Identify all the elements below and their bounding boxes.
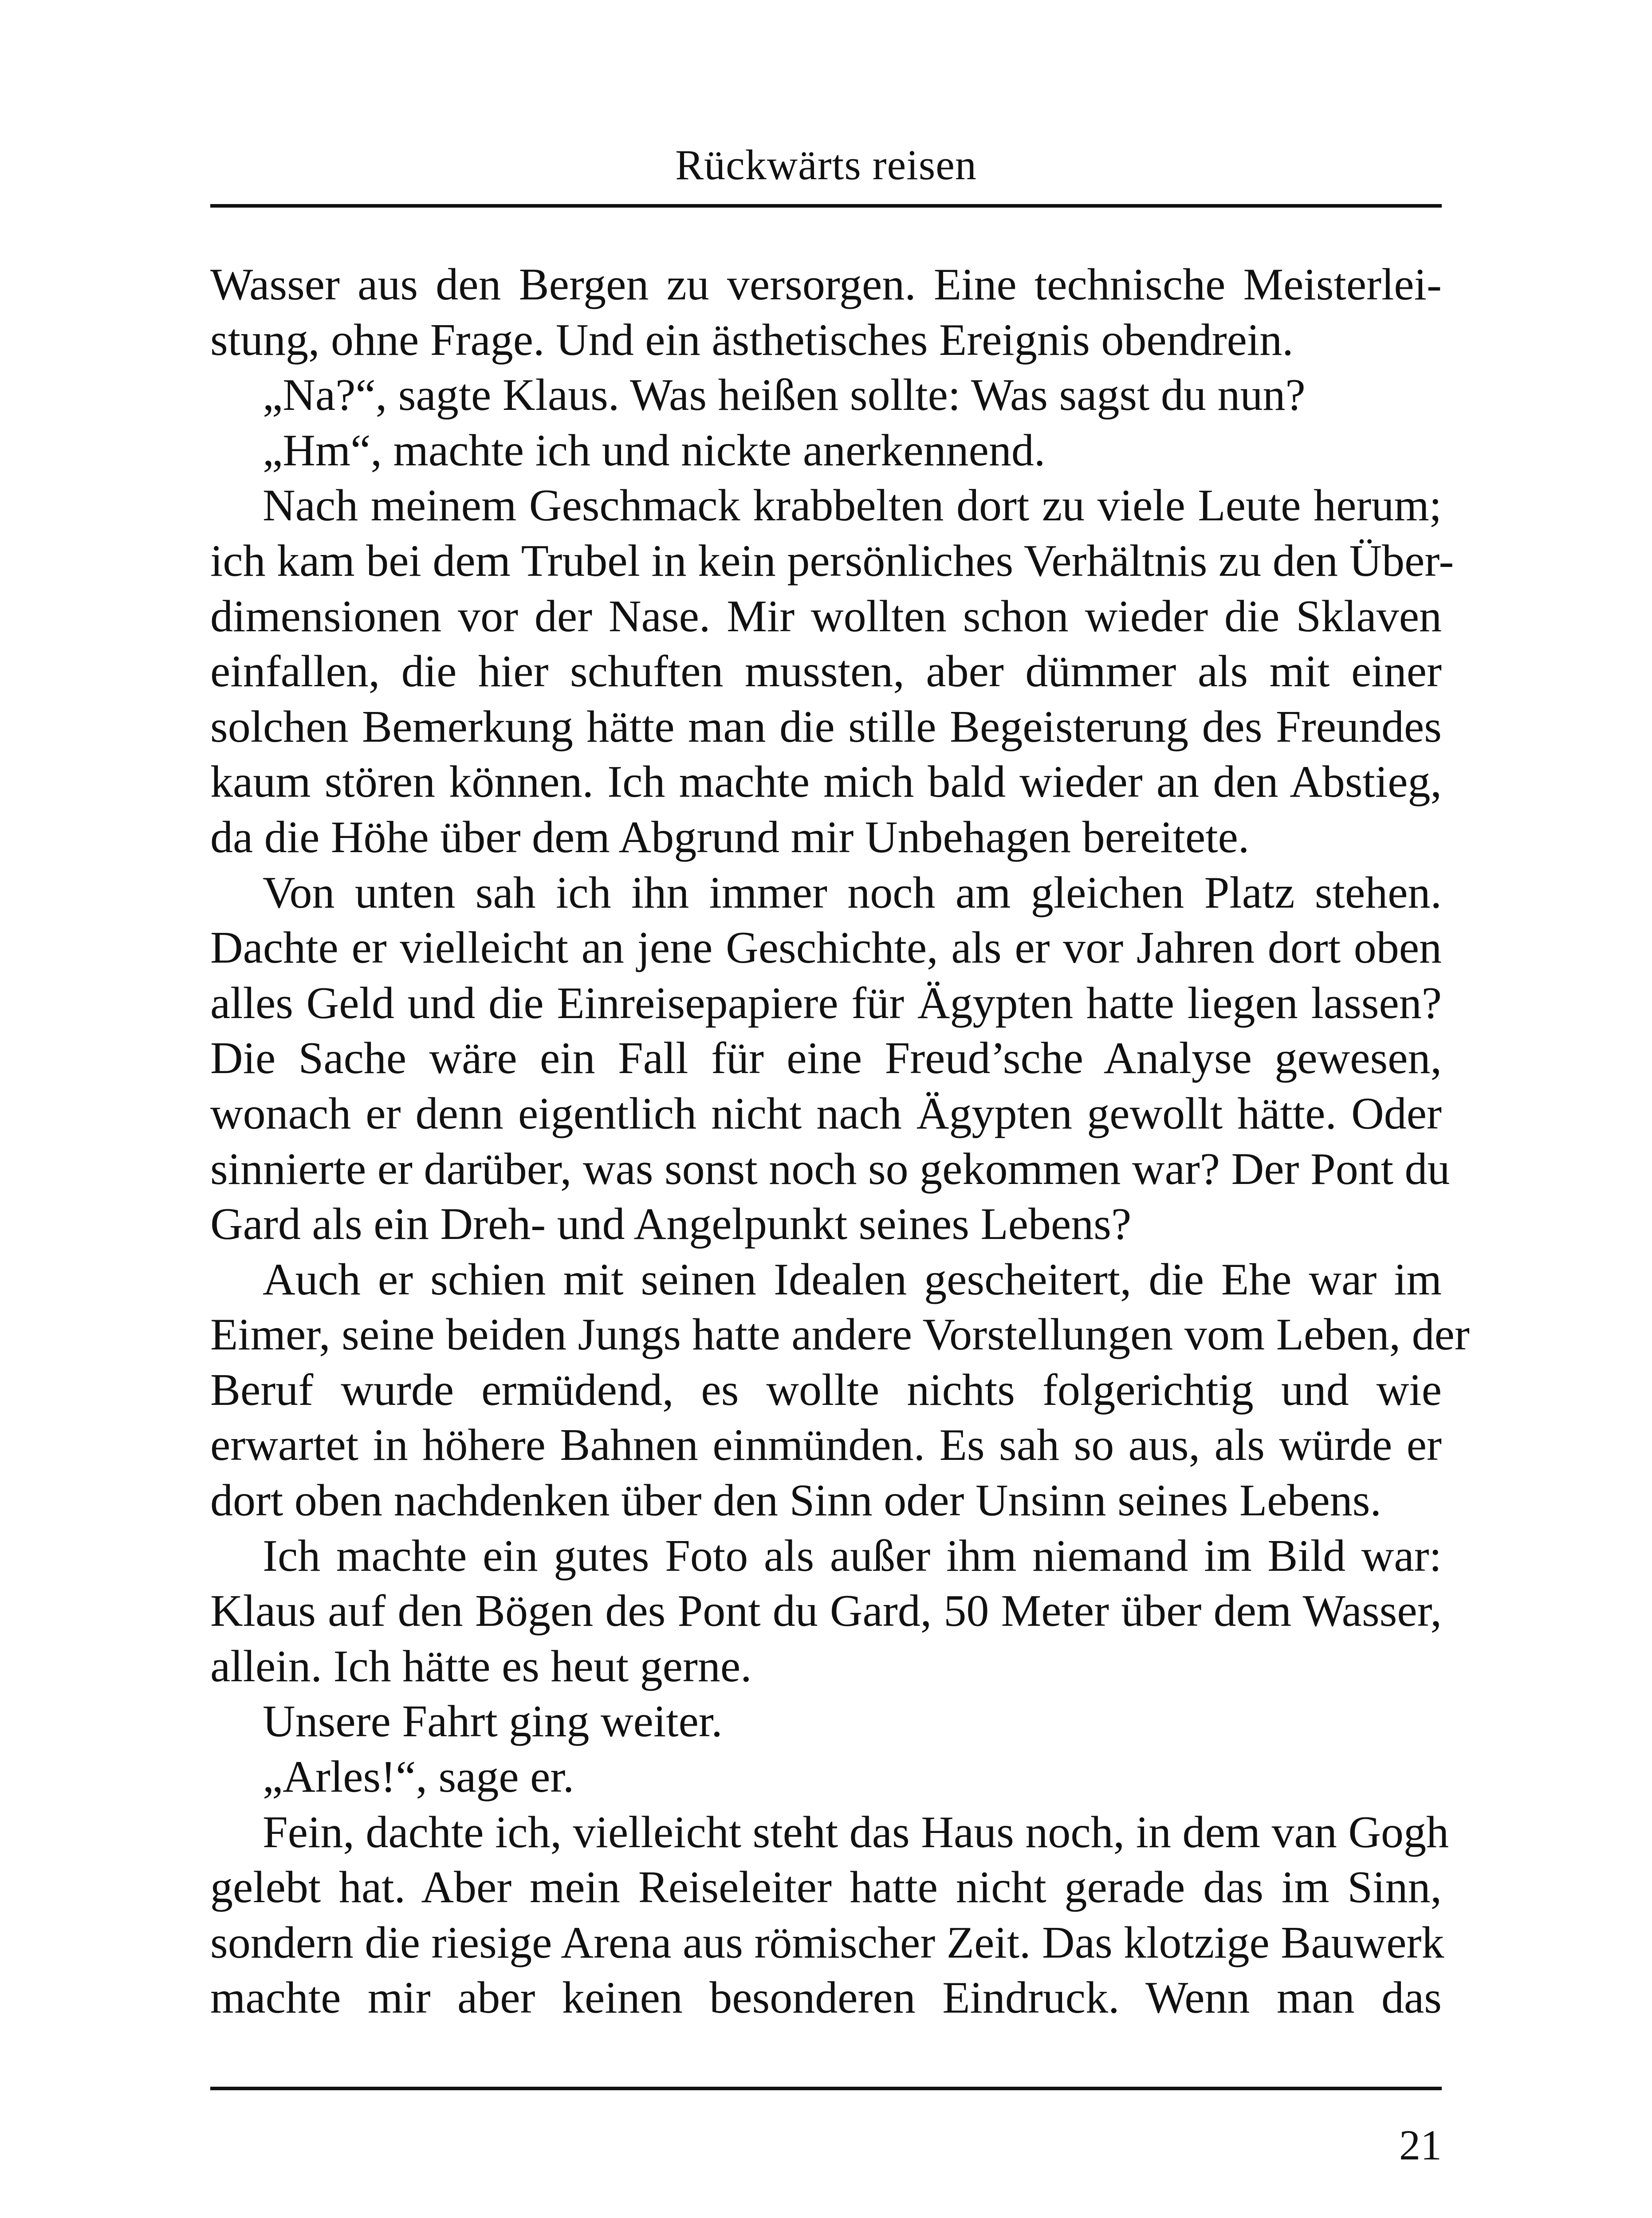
paragraph — [210, 478, 1454, 865]
footer-rule — [210, 2087, 1442, 2090]
text-line: ich kam bei dem Trubel in kein persönliches Verhältnis zu den Über- — [210, 535, 1454, 586]
text-line: Dachte er vielleicht an jene Geschichte, als er vor Jahren dort oben — [210, 923, 1442, 973]
text-line: kaum stören können. Ich machte mich bald wieder an den Abstieg, — [210, 757, 1442, 807]
text-line: Von unten sah ich ihn immer noch am gleichen Platz stehen. — [263, 867, 1442, 918]
text-line: sinnierte er darüber, was sonst noch so gekommen war? Der Pont du — [210, 1144, 1450, 1194]
text-line: erwartet in höhere Bahnen einmünden. Es sah so aus, als würde er — [210, 1420, 1442, 1471]
text-line: solchen Bemerkung hätte man die stille Begeisterung des Freundes — [210, 701, 1442, 752]
text-line: sondern die riesige Arena aus römischer Zeit. Das klotzige Bauwerk — [210, 1917, 1444, 1968]
body-text — [210, 257, 1470, 2026]
text-line: Fein, dachte ich, vielleicht steht das Haus noch, in dem van Gogh — [263, 1807, 1449, 1857]
text-line: „Hm“, machte ich und nickte anerkennend. — [263, 425, 1046, 476]
text-line: machte mir aber keinen besonderen Eindruck. Wenn man das — [210, 1973, 1442, 2023]
text-line: allein. Ich hätte es heut gerne. — [210, 1641, 752, 1691]
text-line: Beruf wurde ermüdend, es wollte nichts folgerichtig und wie — [210, 1365, 1442, 1415]
paragraph — [210, 865, 1450, 1252]
running-head: Rückwärts reisen — [675, 141, 977, 189]
paragraph — [210, 423, 1442, 479]
text-line: „Arles!“, sage er. — [263, 1752, 574, 1802]
text-line: Unsere Fahrt ging weiter. — [263, 1696, 723, 1747]
text-line: Die Sache wäre ein Fall für eine Freud’sche Analyse gewesen, — [210, 1033, 1442, 1084]
text-line: Gard als ein Dreh- und Angelpunkt seines Lebens? — [210, 1199, 1132, 1250]
text-line: „Na?“, sagte Klaus. Was heißen sollte: Was sagst du nun? — [263, 370, 1306, 421]
paragraph — [210, 1252, 1470, 1529]
paragraph — [210, 1750, 1442, 1805]
paragraph — [210, 1805, 1449, 2026]
paragraph — [210, 1529, 1442, 1695]
text-line: dort oben nachdenken über den Sinn oder Unsinn seines Lebens. — [210, 1475, 1381, 1526]
text-line: wonach er denn eigentlich nicht nach Ägypten gewollt hätte. Oder — [210, 1088, 1442, 1139]
header-rule — [210, 204, 1442, 208]
text-line: stung, ohne Frage. Und ein ästhetisches Ereignis obendrein. — [210, 315, 1294, 365]
paragraph — [210, 257, 1442, 368]
paragraph — [210, 368, 1442, 423]
text-line: Eimer, seine beiden Jungs hatte andere Vorstellungen vom Leben, der — [210, 1310, 1470, 1360]
text-line: Auch er schien mit seinen Idealen gescheitert, die Ehe war im — [263, 1254, 1442, 1305]
paragraph — [210, 1694, 1442, 1750]
text-line: da die Höhe über dem Abgrund mir Unbehagen bereitete. — [210, 812, 1250, 862]
text-line: einfallen, die hier schuften mussten, aber dümmer als mit einer — [210, 646, 1442, 697]
text-line: Nach meinem Geschmack krabbelten dort zu viele Leute herum; — [263, 480, 1442, 531]
text-line: Klaus auf den Bögen des Pont du Gard, 50 Meter über dem Wasser, — [210, 1586, 1442, 1636]
text-line: dimensionen vor der Nase. Mir wollten schon wieder die Sklaven — [210, 591, 1442, 641]
text-line: alles Geld und die Einreisepapiere für Ägypten hatte liegen lassen? — [210, 978, 1442, 1028]
page-number: 21 — [1399, 2121, 1442, 2169]
text-line: Ich machte ein gutes Foto als außer ihm niemand im Bild war: — [263, 1530, 1442, 1581]
text-line: Wasser aus den Bergen zu versorgen. Eine technische Meisterlei- — [210, 260, 1442, 310]
text-line: gelebt hat. Aber mein Reiseleiter hatte nicht gerade das im Sinn, — [210, 1862, 1442, 1913]
